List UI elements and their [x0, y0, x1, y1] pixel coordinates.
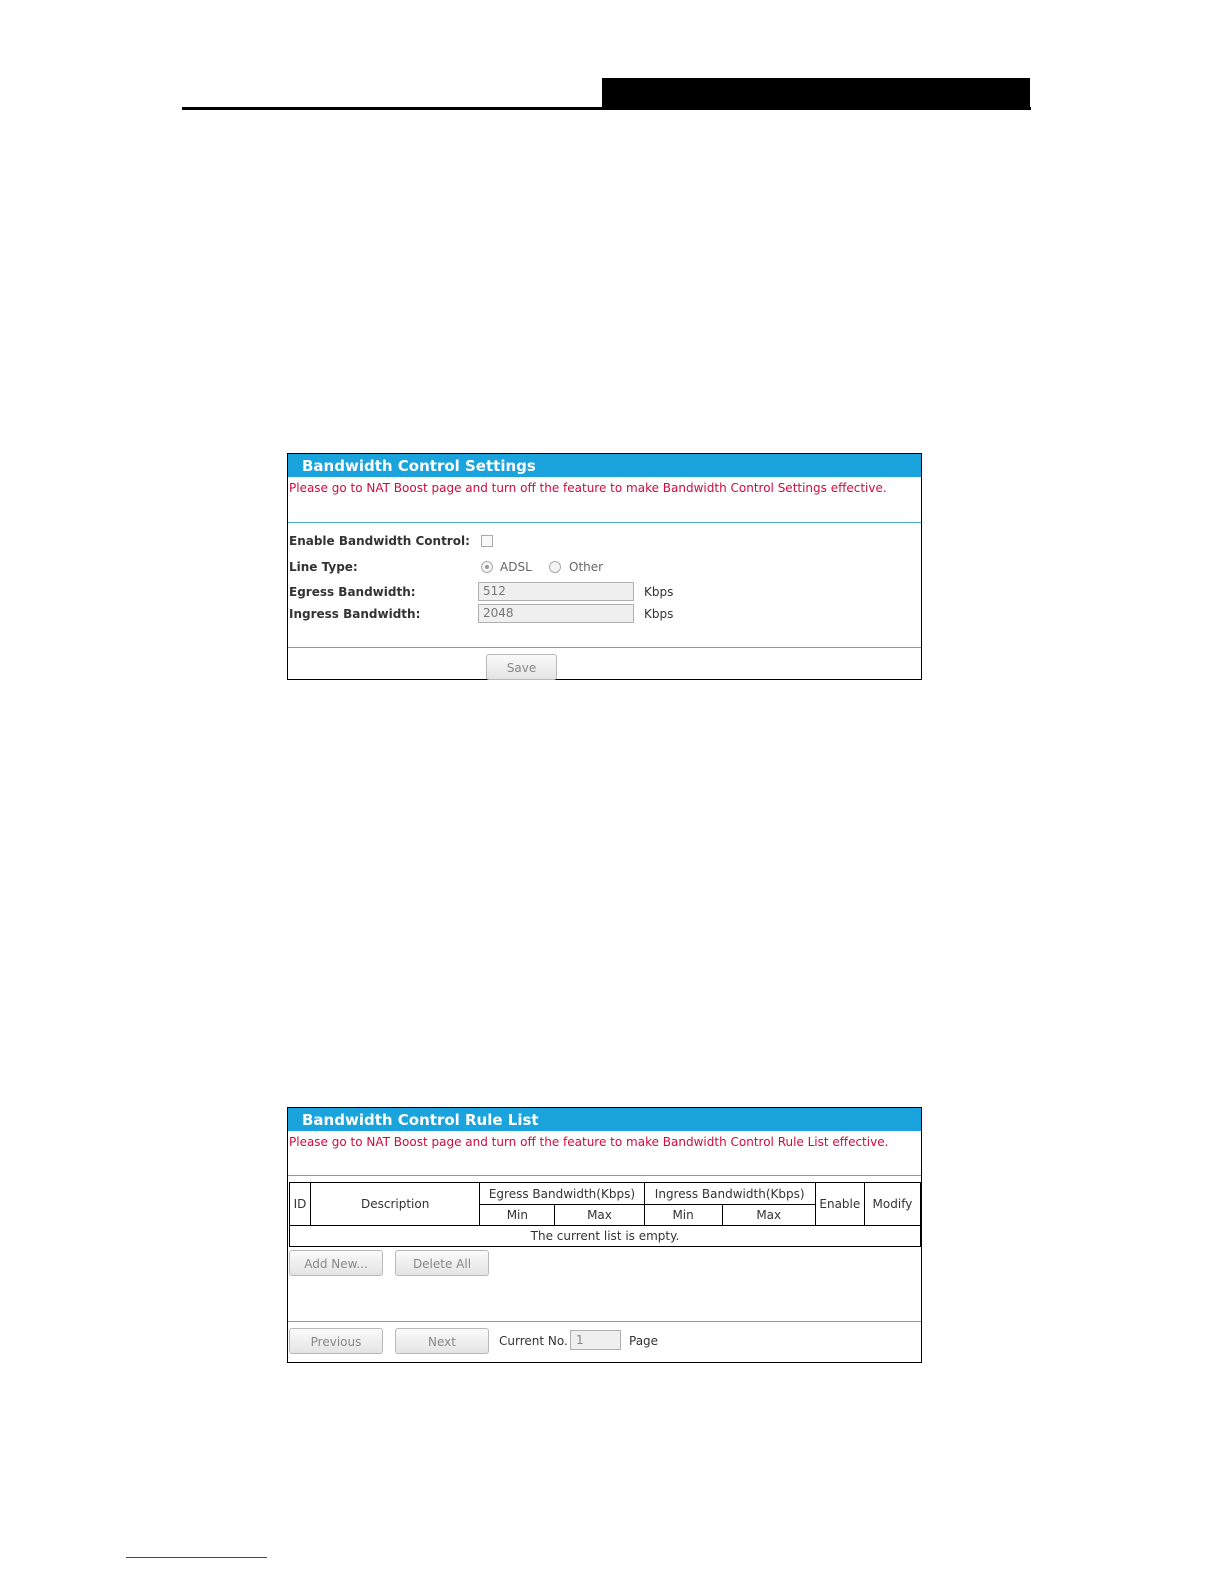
settings-warning: Please go to NAT Boost page and turn off the feature to make Bandwidth Control Settings effective. — [289, 481, 887, 495]
previous-button[interactable]: Previous — [289, 1328, 383, 1354]
current-no-label: Current No. — [499, 1334, 568, 1348]
egress-input[interactable]: 512 — [478, 582, 634, 601]
empty-list-message: The current list is empty. — [290, 1226, 921, 1247]
other-radio[interactable] — [549, 561, 561, 573]
next-button[interactable]: Next — [395, 1328, 489, 1354]
bandwidth-settings-panel — [287, 453, 922, 680]
header-bar — [602, 78, 1030, 108]
adsl-label: ADSL — [500, 560, 532, 574]
col-ingress-max: Max — [722, 1205, 815, 1226]
egress-label: Egress Bandwidth: — [289, 585, 416, 599]
header-rule — [182, 107, 1031, 110]
settings-title: Bandwidth Control Settings — [288, 454, 921, 477]
save-button[interactable]: Save — [486, 654, 557, 680]
col-enable: Enable — [815, 1183, 864, 1226]
rules-title: Bandwidth Control Rule List — [288, 1108, 921, 1131]
col-id: ID — [290, 1183, 311, 1226]
ingress-input[interactable]: 2048 — [478, 604, 634, 623]
adsl-radio[interactable] — [481, 561, 493, 573]
rules-warning: Please go to NAT Boost page and turn off the feature to make Bandwidth Control Rule List effective. — [289, 1135, 889, 1149]
col-ingress-min: Min — [644, 1205, 722, 1226]
page-label: Page — [629, 1334, 659, 1348]
rule-table — [289, 1182, 921, 1247]
enable-bandwidth-checkbox[interactable] — [481, 535, 493, 547]
add-new-button[interactable]: Add New... — [289, 1250, 383, 1276]
ingress-label: Ingress Bandwidth: — [289, 607, 421, 621]
enable-label: Enable Bandwidth Control: — [289, 534, 470, 548]
current-no-input[interactable]: 1 — [570, 1330, 621, 1350]
line-type-label: Line Type: — [289, 560, 358, 574]
col-modify: Modify — [864, 1183, 920, 1226]
egress-row — [288, 581, 921, 603]
other-label: Other — [569, 560, 604, 574]
footer-link-underline — [126, 1557, 267, 1558]
col-ingress: Ingress Bandwidth(Kbps) — [644, 1183, 815, 1205]
ingress-row — [288, 603, 921, 625]
egress-unit: Kbps — [644, 585, 674, 599]
col-egress-min: Min — [480, 1205, 555, 1226]
ingress-unit: Kbps — [644, 607, 674, 621]
col-egress-max: Max — [555, 1205, 644, 1226]
rule-list-panel — [287, 1107, 922, 1363]
delete-all-button[interactable]: Delete All — [395, 1250, 489, 1276]
enable-row — [288, 531, 921, 555]
col-egress: Egress Bandwidth(Kbps) — [480, 1183, 644, 1205]
col-description: Description — [311, 1183, 480, 1226]
line-type-row — [288, 555, 921, 581]
